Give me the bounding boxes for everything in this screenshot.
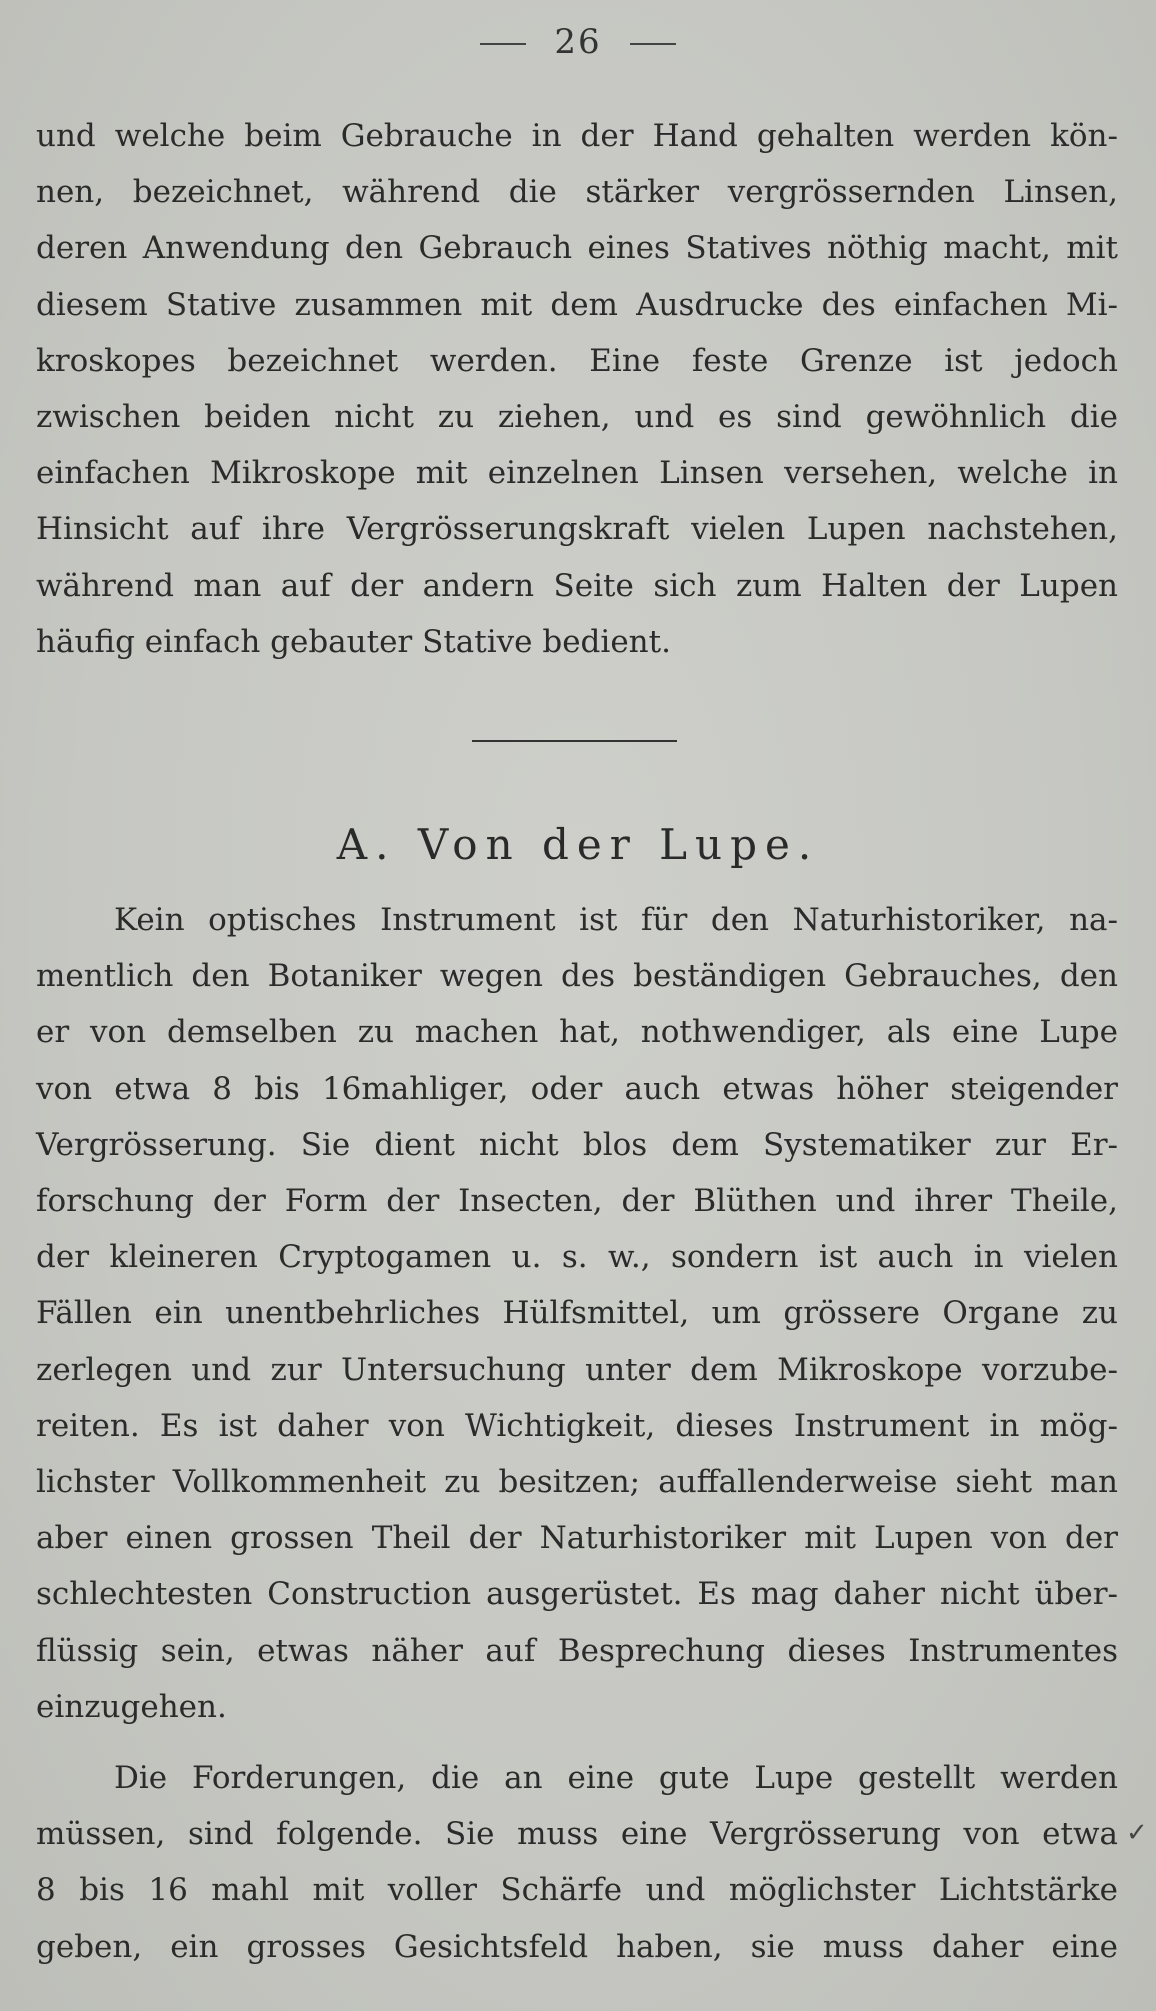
text-line: von etwa 8 bis 16mahliger, oder auch etwas höher steigender — [36, 1070, 1118, 1107]
header-dash-right — [630, 43, 676, 45]
text-line: reiten. Es ist daher von Wichtigkeit, dieses Instrument in mög- — [36, 1407, 1118, 1444]
text-line: nen, bezeichnet, während die stärker vergrössernden Linsen, — [36, 174, 1118, 211]
text-line: Hinsicht auf ihre Vergrösserungskraft vielen Lupen nachstehen, — [36, 511, 1118, 548]
text-line: Fällen ein unentbehrliches Hülfsmittel, um grössere Organe zu — [36, 1295, 1118, 1332]
page-header — [0, 22, 1156, 62]
page-number: 26 — [554, 22, 602, 62]
text-line: einfachen Mikroskope mit einzelnen Linsen versehen, welche in — [36, 455, 1118, 492]
text-line: Vergrösserung. Sie dient nicht blos dem Systematiker zur Er- — [36, 1126, 1118, 1163]
text-line: forschung der Form der Insecten, der Blüthen und ihrer Theile, — [36, 1183, 1118, 1220]
text-line: geben, ein grosses Gesichtsfeld haben, sie muss daher eine — [36, 1928, 1118, 1965]
text-line: Die Forderungen, die an eine gute Lupe gestellt werden — [114, 1760, 1118, 1796]
text-line: während man auf der andern Seite sich zum Halten der Lupen — [36, 567, 1118, 604]
text-line: müssen, sind folgende. Sie muss eine Vergrösserung von etwa — [36, 1816, 1118, 1853]
header-dash-left — [480, 43, 526, 45]
margin-check-mark: ✓ — [1126, 1818, 1148, 1848]
text-line: kroskopes bezeichnet werden. Eine feste Grenze ist jedoch — [36, 342, 1118, 379]
text-line: 8 bis 16 mahl mit voller Schärfe und möglichster Lichtstärke — [36, 1872, 1118, 1909]
text-line: der kleineren Cryptogamen u. s. w., sondern ist auch in vielen — [36, 1239, 1118, 1276]
section-title: A. Von der Lupe. — [336, 820, 820, 869]
text-line: aber einen grossen Theil der Naturhistoriker mit Lupen von der — [36, 1520, 1118, 1557]
text-line: lichster Vollkommenheit zu besitzen; auffallenderweise sieht man — [36, 1464, 1118, 1501]
text-line: mentlich den Botaniker wegen des beständigen Gebrauches, den — [36, 958, 1118, 995]
text-line: deren Anwendung den Gebrauch eines Statives nöthig macht, mit — [36, 230, 1118, 267]
text-line: flüssig sein, etwas näher auf Besprechung dieses Instrumentes — [36, 1632, 1118, 1669]
text-line: Kein optisches Instrument ist für den Naturhistoriker, na- — [114, 902, 1118, 938]
paragraph-lupe — [36, 892, 1118, 1735]
section-divider — [472, 740, 677, 742]
text-line: er von demselben zu machen hat, nothwendiger, als eine Lupe — [36, 1014, 1118, 1051]
text-line: einzugehen. — [36, 1688, 227, 1725]
paragraph-continuation — [36, 108, 1118, 670]
text-line: und welche beim Gebrauche in der Hand gehalten werden kön- — [36, 118, 1118, 154]
text-line: zwischen beiden nicht zu ziehen, und es sind gewöhnlich die — [36, 399, 1118, 436]
paragraph-forderungen — [36, 1750, 1118, 1975]
text-line: zerlegen und zur Untersuchung unter dem Mikroskope vorzube- — [36, 1351, 1118, 1388]
text-line: schlechtesten Construction ausgerüstet. Es mag daher nicht über- — [36, 1576, 1118, 1613]
text-line: diesem Stative zusammen mit dem Ausdrucke des einfachen Mi- — [36, 286, 1118, 323]
text-line: häufig einfach gebauter Stative bedient. — [36, 623, 671, 660]
